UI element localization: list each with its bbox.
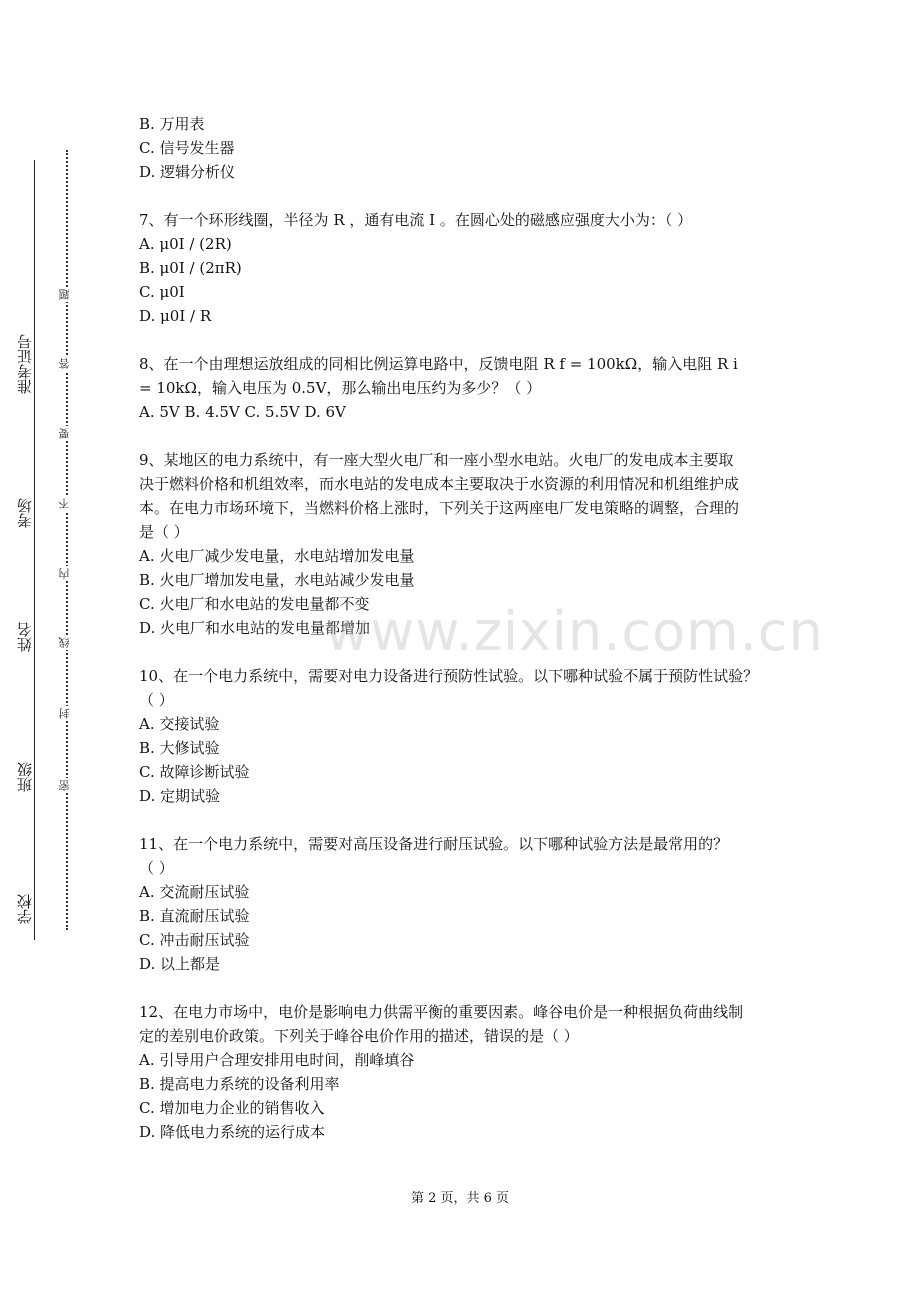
question-stem-line: 9、某地区的电力系统中，有一座大型火电厂和一座小型水电站。火电厂的发电成本主要取 <box>139 451 734 469</box>
binding-dotted-line <box>66 150 68 930</box>
answer-option: B. 大修试验 <box>139 739 220 757</box>
question-stem-line: （ ） <box>139 859 174 877</box>
seal-line-char: 线 <box>58 637 71 648</box>
question-stem-line: 定的差别电价政策。下列关于峰谷电价作用的描述，错误的是（ ） <box>139 1027 579 1045</box>
question-stem-line: （ ） <box>139 691 174 709</box>
question-block <box>139 448 789 640</box>
answer-option: A. 5V B. 4.5V C. 5.5V D. 6V <box>139 403 346 421</box>
question-block <box>139 112 789 184</box>
question-block <box>139 1000 789 1144</box>
binding-margin <box>0 0 110 1302</box>
answer-option: A. 引导用户合理安排用电时间，削峰填谷 <box>139 1051 415 1069</box>
seal-line-char: 封 <box>58 708 71 719</box>
binding-field-school: 学校 <box>16 894 34 924</box>
answer-option: B. μ0I / (2πR) <box>139 259 242 277</box>
seal-line-char: 题 <box>58 289 71 300</box>
answer-option: A. 交接试验 <box>139 715 220 733</box>
question-block <box>139 352 789 424</box>
binding-field-name: 姓名 <box>16 622 34 652</box>
seal-line-char: 密 <box>58 780 71 791</box>
exam-content <box>139 112 789 1168</box>
answer-option: D. 以上都是 <box>139 955 221 973</box>
answer-option: C. 增加电力企业的销售收入 <box>139 1099 325 1117</box>
question-stem-line: 8、在一个由理想运放组成的同相比例运算电路中，反馈电阻 R f = 100kΩ，输入电阻 R i <box>139 355 738 373</box>
question-stem-line: 10、在一个电力系统中，需要对电力设备进行预防性试验。以下哪种试验不属于预防性试验？ <box>139 667 759 685</box>
answer-option: C. 火电厂和水电站的发电量都不变 <box>139 595 370 613</box>
watermark: www.zixin.com.cn <box>325 600 824 663</box>
question-stem-line: = 10kΩ，输入电压为 0.5V，那么输出电压约为多少？（ ） <box>139 379 542 397</box>
question-stem-line: 决于燃料价格和机组效率，而水电站的发电成本主要取决于水资源的利用情况和机组维护成 <box>139 475 740 493</box>
binding-field-exam-number: 准考证号 <box>16 334 34 394</box>
binding-field-class: 班级 <box>16 762 34 792</box>
question-stem-line: 本。在电力市场环境下，当燃料价格上涨时，下列关于这两座电厂发电策略的调整，合理的 <box>139 499 740 517</box>
seal-line-char: 不 <box>58 498 71 509</box>
question-stem-line: 7、有一个环形线圈，半径为 R ，通有电流 I 。在圆心处的磁感应强度大小为：（ ） <box>139 211 693 229</box>
answer-option: C. μ0I <box>139 283 185 301</box>
answer-option: A. 交流耐压试验 <box>139 883 250 901</box>
answer-option: B. 万用表 <box>139 115 205 133</box>
answer-option: A. 火电厂减少发电量，水电站增加发电量 <box>139 547 415 565</box>
answer-option: C. 冲击耐压试验 <box>139 931 250 949</box>
question-stem-line: 11、在一个电力系统中，需要对高压设备进行耐压试验。以下哪种试验方法是最常用的？ <box>139 835 729 853</box>
question-block <box>139 208 789 328</box>
binding-field-exam-room: 考场 <box>16 498 34 528</box>
question-block <box>139 832 789 976</box>
answer-option: D. 降低电力系统的运行成本 <box>139 1123 326 1141</box>
question-stem-line: 12、在电力市场中，电价是影响电力供需平衡的重要因素。峰谷电价是一种根据负荷曲线制 <box>139 1003 744 1021</box>
binding-solid-line <box>34 160 35 940</box>
answer-option: D. μ0I / R <box>139 307 212 325</box>
answer-option: C. 故障诊断试验 <box>139 763 250 781</box>
seal-line-char: 要 <box>58 428 71 439</box>
answer-option: D. 火电厂和水电站的发电量都增加 <box>139 619 371 637</box>
answer-option: A. μ0I / (2R) <box>139 235 232 253</box>
answer-option: B. 火电厂增加发电量，水电站减少发电量 <box>139 571 415 589</box>
seal-line-char: 答 <box>58 358 71 369</box>
answer-option: D. 逻辑分析仪 <box>139 163 236 181</box>
answer-option: B. 直流耐压试验 <box>139 907 250 925</box>
answer-option: D. 定期试验 <box>139 787 221 805</box>
question-stem-line: 是（ ） <box>139 523 189 541</box>
answer-option: B. 提高电力系统的设备利用率 <box>139 1075 340 1093</box>
page-footer: 第 2 页，共 6 页 <box>410 1191 510 1206</box>
seal-line-char: 内 <box>58 568 71 579</box>
answer-option: C. 信号发生器 <box>139 139 235 157</box>
question-block <box>139 664 789 808</box>
